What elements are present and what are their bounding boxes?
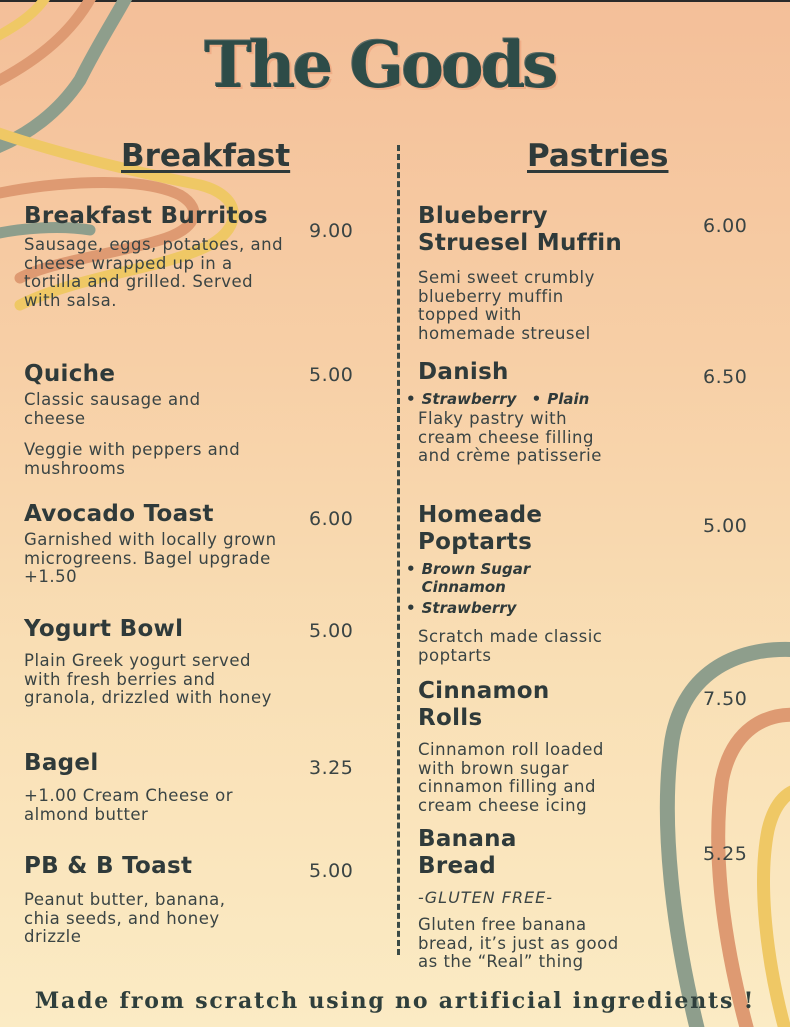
menu-item-banana-bread [418,826,638,972]
footer-tagline: Made from scratch using no artificial ingredients ! [34,988,756,1014]
item-name: Blueberry Struesel Muffin [418,203,623,256]
item-price: 9.00 [309,220,354,242]
item-price: 5.00 [703,515,748,537]
menu-item-breakfast-burritos [24,203,284,310]
item-price: 7.50 [703,688,748,710]
item-description: Classic sausage and cheese [24,390,201,428]
menu-item-bagel [24,750,264,824]
item-description-alt: Veggie with peppers and mushrooms [24,440,241,478]
item-price: 5.00 [309,860,354,882]
item-name: Quiche [24,361,116,387]
item-price: 3.25 [309,757,354,779]
option-label: Strawberry [421,390,517,408]
item-price: 5.00 [309,364,354,386]
item-name: Banana Bread [418,826,517,879]
item-description: Flaky pastry with cream cheese filling and crème patisserie [418,409,602,465]
menu-item-quiche [24,361,264,478]
item-name: Homeade Poptarts [418,502,543,555]
item-description: Peanut butter, banana, chia seeds, and honey drizzle [24,890,226,946]
option-label: Brown Sugar Cinnamon [421,560,531,596]
menu-item-blueberry-muffin [418,203,638,343]
item-name: Danish [418,359,509,385]
item-description: +1.00 Cream Cheese or almond butter [24,786,233,824]
item-description: Garnished with locally grown microgreens. Bagel upgrade +1.50 [24,530,277,586]
item-description: Sausage, eggs, potatoes, and cheese wrapped up in a tortilla and grilled. Served with salsa. [24,235,284,310]
item-price: 6.00 [309,508,354,530]
gluten-free-note: -GLUTEN FREE- [418,888,554,907]
page-title: The Goods [204,28,556,103]
option-label: Strawberry [421,599,517,617]
item-description: Scratch made classic poptarts [418,627,603,665]
menu-item-poptarts [406,502,638,665]
item-price: 5.25 [703,843,748,865]
item-name: Breakfast Burritos [24,203,268,229]
item-description: Gluten free banana bread, it’s just as good as the “Real” thing [418,915,619,971]
item-options: • Strawberry • Plain [406,390,590,408]
item-price: 6.50 [703,366,748,388]
menu-item-pb-b-toast [24,853,244,947]
menu-item-danish [406,359,638,466]
item-name: Bagel [24,750,99,776]
breakfast-heading: Breakfast [121,138,291,174]
item-options: • Brown Sugar Cinnamon • Strawberry [406,560,638,617]
item-name: Yogurt Bowl [24,616,184,642]
option-label: Plain [547,390,590,408]
item-description: Plain Greek yogurt served with fresh berries and granola, drizzled with honey [24,651,272,707]
item-description: Semi sweet crumbly blueberry muffin topped with homemade streusel [418,268,595,343]
column-divider [397,145,400,955]
menu-item-yogurt-bowl [24,616,279,708]
item-name: Cinnamon Rolls [418,678,550,731]
item-name: Avocado Toast [24,501,214,527]
item-name: PB & B Toast [24,853,193,879]
item-description: Cinnamon roll loaded with brown sugar cinnamon filling and cream cheese icing [418,740,604,815]
pastries-heading: Pastries [527,138,669,174]
menu-item-avocado-toast [24,501,284,587]
menu-item-cinnamon-rolls [418,678,638,815]
item-price: 6.00 [703,215,748,237]
item-price: 5.00 [309,620,354,642]
